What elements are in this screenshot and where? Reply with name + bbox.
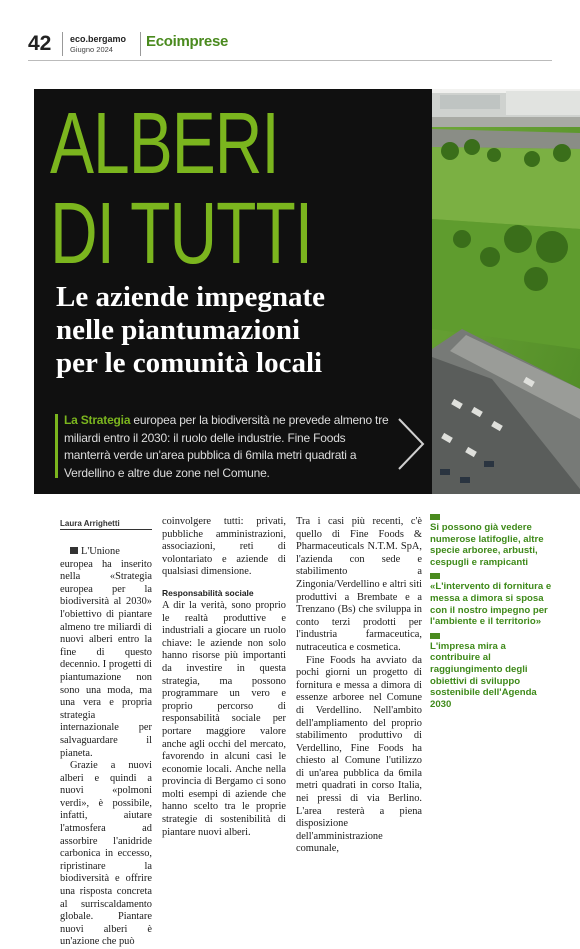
quote-marker-icon [430,514,440,520]
publication-name: eco.bergamo [70,34,127,44]
quote-marker-icon [430,573,440,579]
header-divider [140,32,141,56]
header-divider [62,32,63,56]
section-subheading: Responsabilità sociale [162,587,254,598]
pull-quote: Si possono già vedere numerose latifoglie, altre specie arboree, arbusti, cespugli e rampicanti [430,522,544,568]
arrow-right-icon [396,416,426,472]
body-paragraph: Grazie a nuovi alberi e quindi a nuovi «polmoni verdi», è possibile, infatti, aiutare l'atmosfera ad assorbire l'anidride carbonica in eccesso, ripristinare la biodiversità e offrire una risposta concreta al surriscaldamento globale. Piantare nuovi alberi è un'azione che può [60,760,152,948]
subheadline-line: nelle piantumazioni [56,314,301,346]
paragraph-marker-icon [70,547,78,554]
lead-accent-bar [55,414,58,478]
article-column-2 [162,516,286,839]
pull-quote: «L'intervento di fornitura e messa a dimora si sposa con il nostro impegno per l'ambiente e il territorio» [430,581,552,628]
subheadline [56,281,436,380]
article-column-1 [60,546,152,949]
quote-marker-icon [430,633,440,639]
lead-text: europea per la biodiversità ne prevede almeno tre miliardi entro il 2030: il ruolo delle industrie. Fine Foods manterrà verde un'area pubblica di 6mila metri quadrati a Verdellino e altre due zone nel Comune. [64,413,389,480]
pull-quotes [430,514,558,715]
article-column-3 [296,516,422,856]
byline: Laura Arrighetti [60,519,120,528]
subheadline-line: per le comunità locali [56,347,323,379]
header-rule [28,60,552,61]
subheadline-line: Le aziende impegnate [56,281,326,313]
page-header [28,28,552,62]
lead-paragraph [64,412,394,482]
pull-quote: L'impresa mira a contribuire al raggiungimento degli obiettivi di sviluppo sostenibile dell'Agenda 2030 [430,640,537,710]
hero-banner [34,89,580,494]
body-paragraph: A dir la verità, sono proprio le realtà produttive e industriali a giocare un ruolo chiave: le aziende non solo hanno risorse più importanti da investire in questa strategia, ma possono programmare un vero e proprio percorso di responsabilità sociale per portare maggiore valore anche agli occhi del mercato, favorendo in alcuni casi le economie locali. Anche nella provincia di Bergamo ci sono molti esempi di aziende che hanno scelto tra le proprie strategie di sostenibilità di piantare nuovi alberi. [162,599,286,838]
body-paragraph: coinvolgere tutti: privati, pubbliche amministrazioni, associazioni, reti di volontariato e aziende di qualsiasi dimensione. [162,516,286,578]
body-paragraph: Fine Foods ha avviato da pochi giorni un progetto di fornitura e messa a dimora di essenze arboree nel Comune di Verdellino. Nell'ambito dell'ampliamento del proprio stabilimento produttivo di Verdellino, Fine Foods ha chiesto al Comune l'utilizzo di un'area pubblica da 6mila metri quadrati in corso Italia, nei pressi di via Berlino. L'area resterà a piena disposizione dell'amministrazione comunale, [296,654,422,855]
aerial-photo [432,89,580,494]
body-paragraph: Tra i casi più recenti, c'è quello di Fine Foods & Pharmaceuticals N.T.M. SpA, l'azienda con sede e stabilimento a Zingonia/Verdellino e altri siti produttivi a Brembate e a Trenzano (Bs) che sviluppa in conto terzi prodotti per l'industria farmaceutica, nutraceutica e cosmetica. [296,516,422,653]
headline-line-2: DI TUTTI [50,183,313,282]
headline-line-1: ALBERI [50,93,279,192]
section-title: Ecoimprese [146,33,229,50]
body-paragraph: L'Unione europea ha inserito nella «Strategia europea per la biodiversità al 2030» l'obiettivo di piantare almeno tre miliardi di nuovi alberi entro la fine di questo decennio. I progetti di piantumazione non sono una moda, ma una vera e propria strategia internazionale per salvaguardare il pianeta. [60,546,152,759]
issue-date: Giugno 2024 [70,45,113,54]
byline-rule [60,529,152,530]
page-number: 42 [28,32,52,55]
lead-bold: La Strategia [64,413,131,427]
